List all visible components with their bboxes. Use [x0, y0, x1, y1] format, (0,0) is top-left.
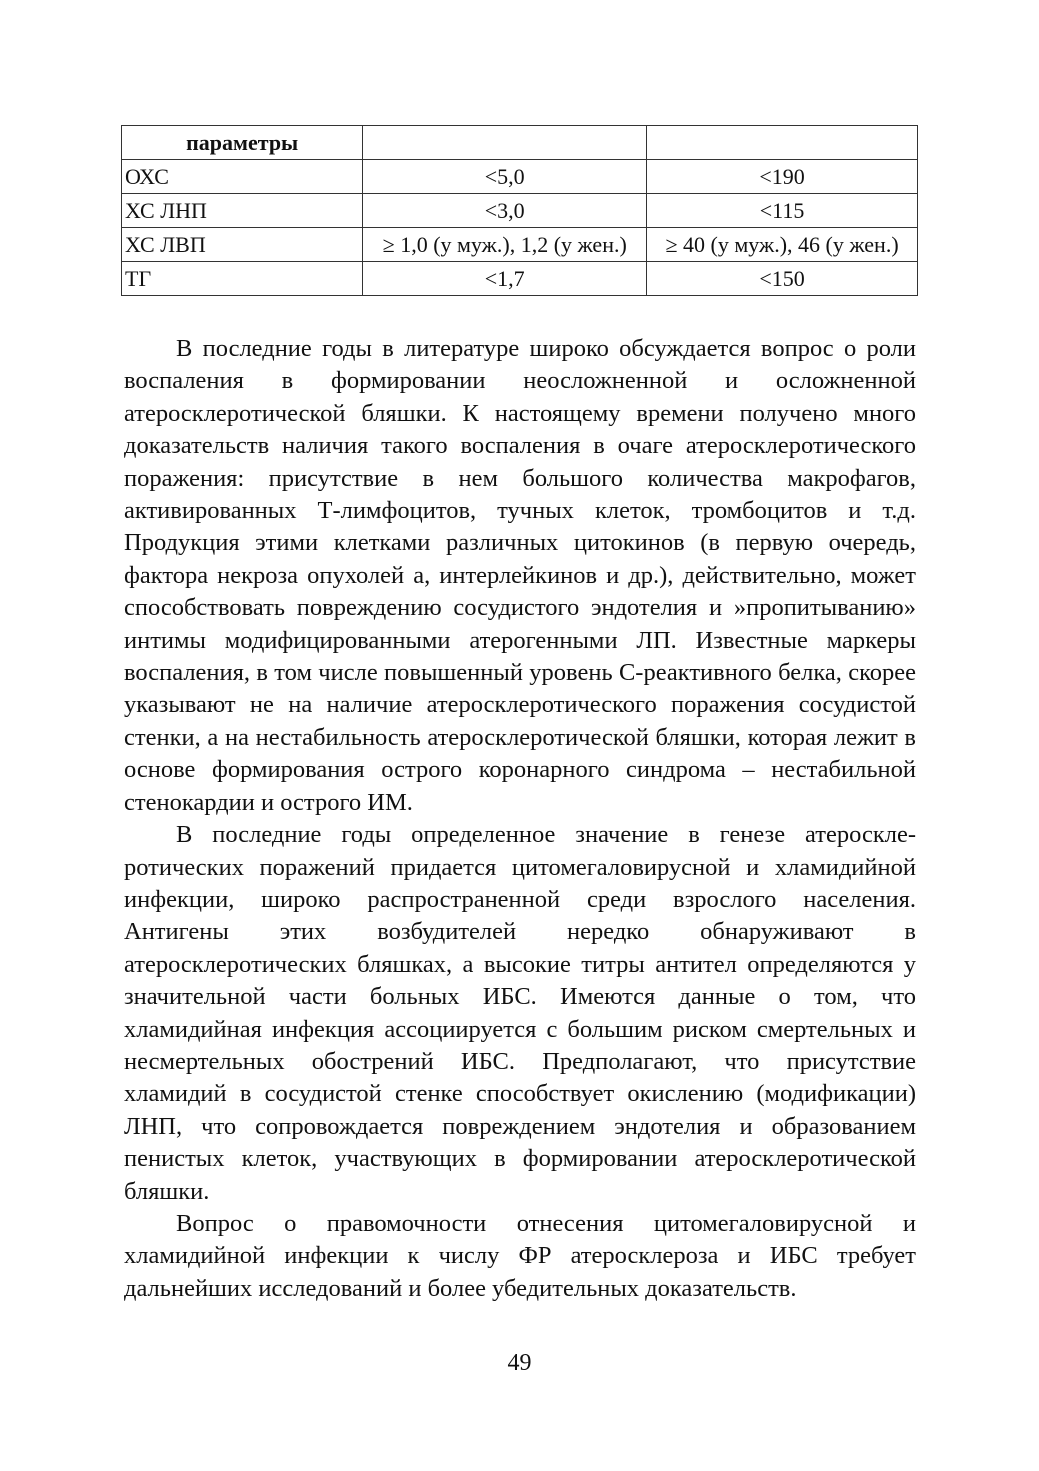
table-row: [122, 160, 918, 194]
body-text: [124, 333, 916, 1305]
table-row: [122, 228, 918, 262]
page-number: 49: [507, 1350, 532, 1376]
table-cell-value: ≥ 1,0 (у муж.), 1,2 (у жен.): [363, 228, 647, 262]
table-cell-value: <1,7: [363, 262, 647, 296]
table-cell-value: <150: [647, 262, 918, 296]
table-cell-parameter: ХС ЛНП: [122, 194, 363, 228]
table-row: [122, 194, 918, 228]
table-row: [122, 262, 918, 296]
table-header-cell: [647, 126, 918, 160]
table-header-cell: [363, 126, 647, 160]
paragraph: В последние годы в литературе широко обсуждается вопрос о роли воспаления в формировании неосложненной и осложненной атеросклеротической бляшки. К настоящему времени получено много доказательств наличия такого воспаления в очаге атеросклеротического поражения: присутствие в нем большого количества макрофагов, активированных Т-лимфоцитов, тучных клеток, тромбоцитов и т.д. Продукция этими клетками различных цитокинов (в первую очередь, фактора некроза опухолей а, интерлейкинов и др.), действительно, может способствовать повреждению сосудистого эндотелия и »пропитыванию» интимы модифицированными атерогенными ЛП. Известные маркеры воспаления, в том числе повышенный уровень С-реактивного белка, скорее указывают не на наличие атеросклеротического поражения сосудистой стенки, а на нестабильность атеросклеротической бляшки, которая лежит в основе формирования острого коронарного синдрома – нестабильной стенокардии и острого ИМ.: [124, 335, 916, 816]
table-cell-value: <3,0: [363, 194, 647, 228]
lipid-targets-table: [121, 125, 918, 296]
table-cell-value: <5,0: [363, 160, 647, 194]
paragraph: В последние годы определенное значение в генезе атеросклеротических поражений придается цитомегаловирусной и хламидийной инфекции, широко распространенной среди взрослого населения. Антигены этих возбудителей нередко обнаруживают в атеросклеротических бляшках, а высокие титры антител определяются у значительной части больных ИБС. Имеются данные о том, что хламидийная инфекция ассоциируется с большим риском смертельных и несмертельных обострений ИБС. Предполагают, что присутствие хламидий в сосудистой стенке способствует окислению (модификации) ЛНП, что сопровождается повреждением эндотелия и образованием пенистых клеток, участвующих в формировании атеросклеротической бляшки.: [124, 821, 916, 1205]
table-cell-parameter: ОХС: [122, 160, 363, 194]
table-cell-value: <190: [647, 160, 918, 194]
table-cell-value: ≥ 40 (у муж.), 46 (у жен.): [647, 228, 918, 262]
table-header-row: [122, 126, 918, 160]
paragraph: Вопрос о правомочности отнесения цитомегаловирусной и хламидийной инфекции к числу ФР атеросклероза и ИБС требует дальнейших исследований и более убедительных доказательств.: [124, 1209, 916, 1302]
table-cell-parameter: ТГ: [122, 262, 363, 296]
table-header-cell: параметры: [122, 126, 363, 160]
table-cell-value: <115: [647, 194, 918, 228]
table-cell-parameter: ХС ЛВП: [122, 228, 363, 262]
